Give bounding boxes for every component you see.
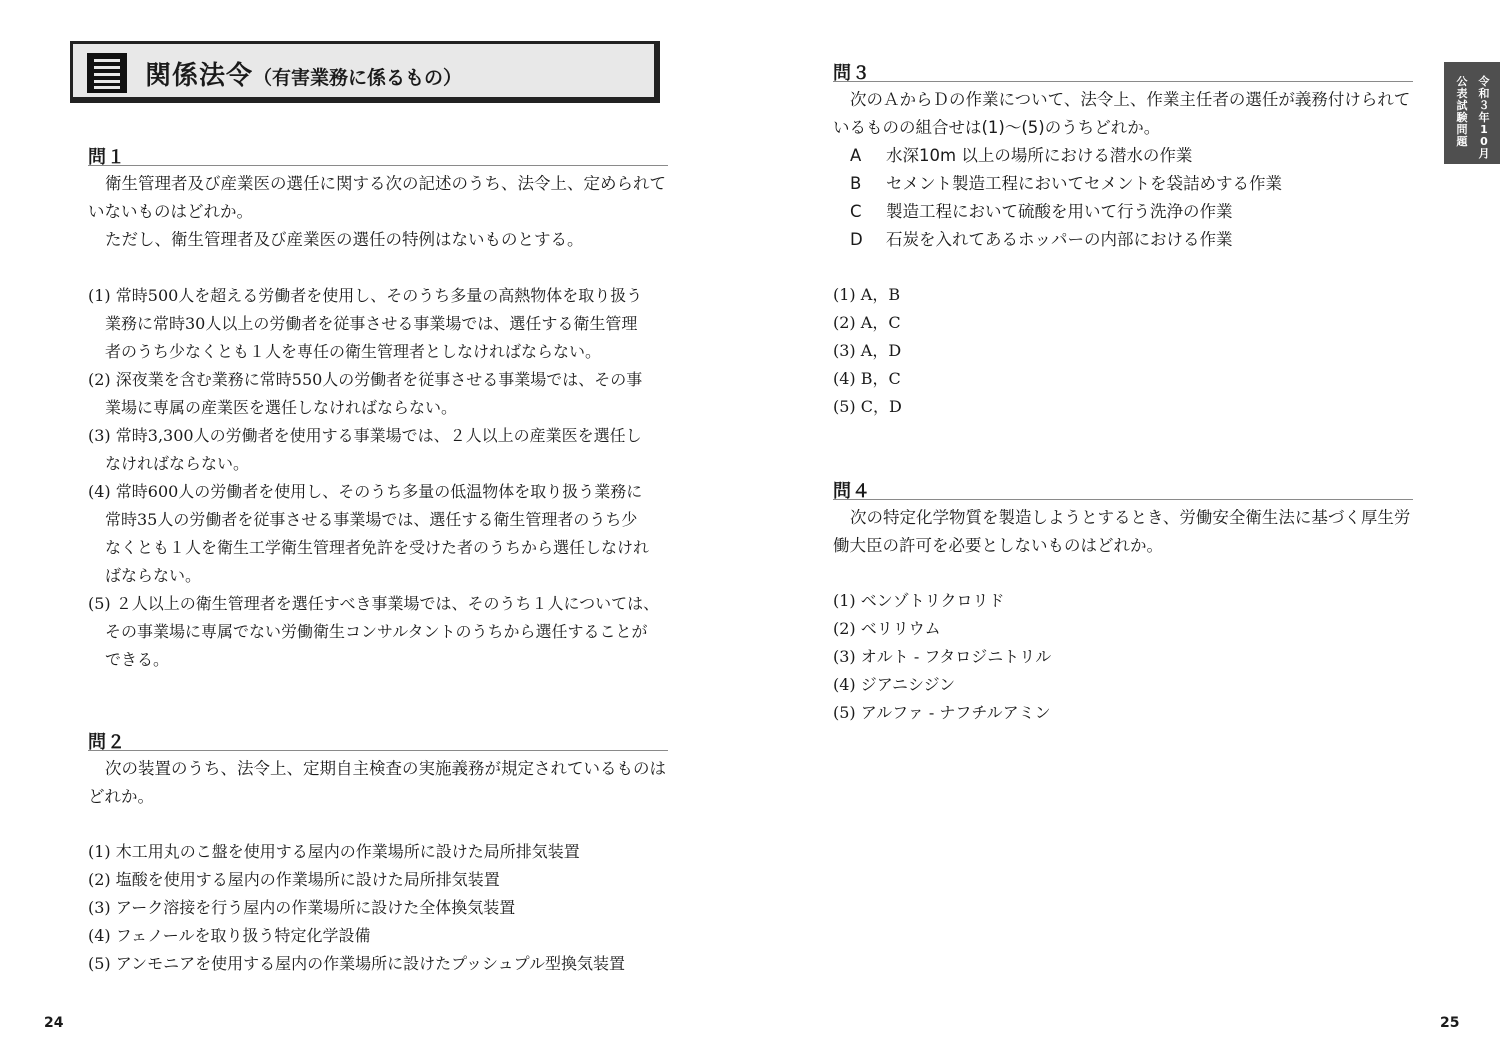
- option-text: A，D: [860, 341, 902, 360]
- option-text: C，D: [860, 397, 902, 416]
- option-number: (5): [833, 397, 856, 416]
- q3-stem-line: 次のＡからＤの作業について、法令上、作業主任者の選任が義務付けられて: [850, 90, 1411, 109]
- option-number: (1): [833, 591, 856, 610]
- q2-label: 問２: [88, 728, 668, 751]
- option-number: (4): [88, 926, 111, 945]
- q1-option-5: [88, 590, 659, 674]
- option-text: アーク溶接を行う屋内の作業場所に設けた全体換気装置: [115, 898, 516, 917]
- chapter-subtitle: （有害業務に係るもの）: [253, 67, 463, 89]
- q2-stem-line: 次の装置のうち、法令上、定期自主検査の実施義務が規定されているものは: [105, 759, 666, 778]
- option-number: (3): [833, 647, 856, 666]
- option-text: 常時600人の労働者を使用し、そのうち多量の低温物体を取り扱う業務に: [115, 482, 643, 501]
- q4-option-5: [833, 699, 1051, 727]
- q4-option-4: [833, 671, 1051, 699]
- side-tab-label: 公表試験問題: [1456, 75, 1468, 148]
- option-text: 業務に常時30人以上の労働者を従事させる事業場では、選任する衛生管理: [105, 314, 638, 333]
- option-number: (4): [88, 482, 111, 501]
- q1-label: 問１: [88, 143, 668, 166]
- q1-stem: [88, 170, 666, 254]
- q3-item-c: [850, 198, 1282, 226]
- item-key: B: [850, 174, 862, 193]
- q4-option-3: [833, 643, 1051, 671]
- q2-option-4: [88, 922, 625, 950]
- item-text: 水深10m 以上の場所における潜水の作業: [886, 146, 1193, 165]
- q3-stem-line: いるものの組合せは(1)～(5)のうちどれか。: [833, 118, 1161, 137]
- document-list-icon: [87, 53, 127, 93]
- option-text: その事業場に専属でない労働衛生コンサルタントのうちから選任することが: [105, 622, 648, 641]
- side-index-tab: [1444, 62, 1500, 164]
- option-text: 常時35人の労働者を従事させる事業場では、選任する衛生管理者のうち少: [105, 510, 638, 529]
- q3-option-3: [833, 337, 902, 365]
- q4-options: [833, 587, 1051, 727]
- q3-option-4: [833, 365, 902, 393]
- option-number: (4): [833, 369, 856, 388]
- page-number-left: 24: [44, 1015, 64, 1031]
- option-number: (2): [88, 370, 111, 389]
- q2-option-2: [88, 866, 625, 894]
- option-text: なくとも１人を衛生工学衛生管理者免許を受けた者のうちから選任しなけれ: [105, 538, 650, 557]
- q4-option-2: [833, 615, 1051, 643]
- chapter-header: [70, 41, 660, 103]
- q3-options: [833, 281, 902, 421]
- q1-stem-line: いないものはどれか。: [88, 202, 253, 221]
- option-number: (3): [88, 898, 111, 917]
- item-text: 石炭を入れてあるホッパーの内部における作業: [886, 230, 1233, 249]
- option-text: 者のうち少なくとも１人を専任の衛生管理者としなければならない。: [105, 342, 602, 361]
- option-text: アンモニアを使用する屋内の作業場所に設けたプッシュプル型換気装置: [115, 954, 626, 973]
- chapter-title-main: 関係法令: [145, 61, 254, 91]
- q3-option-1: [833, 281, 902, 309]
- option-text: 深夜業を含む業務に常時550人の労働者を従事させる事業場では、その事: [115, 370, 643, 389]
- q3-item-d: [850, 226, 1282, 254]
- option-number: (3): [88, 426, 111, 445]
- option-text: 塩酸を使用する屋内の作業場所に設けた局所排気装置: [115, 870, 500, 889]
- option-text: 木工用丸のこ盤を使用する屋内の作業場所に設けた局所排気装置: [115, 842, 580, 861]
- q3-label: 問３: [833, 59, 1413, 82]
- option-text: ばならない。: [105, 566, 202, 585]
- option-text: なければならない。: [105, 454, 250, 473]
- option-text: ジアニシジン: [860, 675, 956, 694]
- item-text: 製造工程において硫酸を用いて行う洗浄の作業: [886, 202, 1233, 221]
- q3-stem: [833, 86, 1410, 142]
- option-text: B，C: [860, 369, 901, 388]
- option-number: (5): [88, 954, 111, 973]
- option-number: (5): [88, 594, 111, 613]
- item-text: セメント製造工程においてセメントを袋詰めする作業: [886, 174, 1282, 193]
- q2-option-3: [88, 894, 625, 922]
- q2-options: [88, 838, 625, 978]
- option-text: A，C: [860, 313, 901, 332]
- q1-option-1: [88, 282, 659, 366]
- q1-stem-line: ただし、衛生管理者及び産業医の選任の特例はないものとする。: [105, 230, 584, 249]
- q4-stem: [833, 504, 1410, 560]
- option-text: できる。: [105, 650, 170, 669]
- option-text: オルト - フタロジニトリル: [860, 647, 1052, 666]
- q1-option-4: [88, 478, 659, 590]
- page-number-right: 25: [1440, 1015, 1460, 1031]
- q2-stem-line: どれか。: [88, 787, 154, 806]
- q4-label: 問４: [833, 477, 1413, 500]
- option-text: A，B: [860, 285, 901, 304]
- option-text: アルファ - ナフチルアミン: [860, 703, 1051, 722]
- q3-item-b: [850, 170, 1282, 198]
- q1-option-2: [88, 366, 659, 422]
- q2-option-5: [88, 950, 625, 978]
- q1-option-3: [88, 422, 659, 478]
- option-number: (3): [833, 341, 856, 360]
- option-text: ベンゾトリクロリド: [860, 591, 1005, 610]
- option-number: (4): [833, 675, 856, 694]
- q3-items: [850, 142, 1282, 254]
- q3-option-5: [833, 393, 902, 421]
- option-number: (2): [833, 619, 856, 638]
- q1-options: [88, 282, 659, 674]
- q2-stem: [88, 755, 666, 811]
- q4-stem-line: 次の特定化学物質を製造しようとするとき、労働安全衛生法に基づく厚生労: [850, 508, 1411, 527]
- side-tab-date: 令和３年10月: [1478, 75, 1490, 160]
- q4-stem-line: 働大臣の許可を必要としないものはどれか。: [833, 536, 1163, 555]
- chapter-title: [145, 55, 462, 92]
- option-number: (1): [88, 842, 111, 861]
- q3-option-2: [833, 309, 902, 337]
- q3-item-a: [850, 142, 1282, 170]
- option-number: (5): [833, 703, 856, 722]
- option-number: (2): [833, 313, 856, 332]
- right-page: [750, 0, 1500, 1061]
- option-text: ２人以上の衛生管理者を選任すべき事業場では、そのうち１人については、: [115, 594, 660, 613]
- q4-option-1: [833, 587, 1051, 615]
- option-number: (1): [88, 286, 111, 305]
- q2-option-1: [88, 838, 625, 866]
- option-text: 常時3,300人の労働者を使用する事業場では、２人以上の産業医を選任し: [115, 426, 642, 445]
- option-text: 業場に専属の産業医を選任しなければならない。: [105, 398, 458, 417]
- item-key: A: [850, 146, 862, 165]
- option-text: フェノールを取り扱う特定化学設備: [115, 926, 371, 945]
- option-number: (1): [833, 285, 856, 304]
- q1-stem-line: 衛生管理者及び産業医の選任に関する次の記述のうち、法令上、定められて: [105, 174, 666, 193]
- option-number: (2): [88, 870, 111, 889]
- item-key: D: [850, 230, 863, 249]
- item-key: C: [850, 202, 862, 221]
- option-text: ベリリウム: [860, 619, 941, 638]
- option-text: 常時500人を超える労働者を使用し、そのうち多量の高熱物体を取り扱う: [115, 286, 643, 305]
